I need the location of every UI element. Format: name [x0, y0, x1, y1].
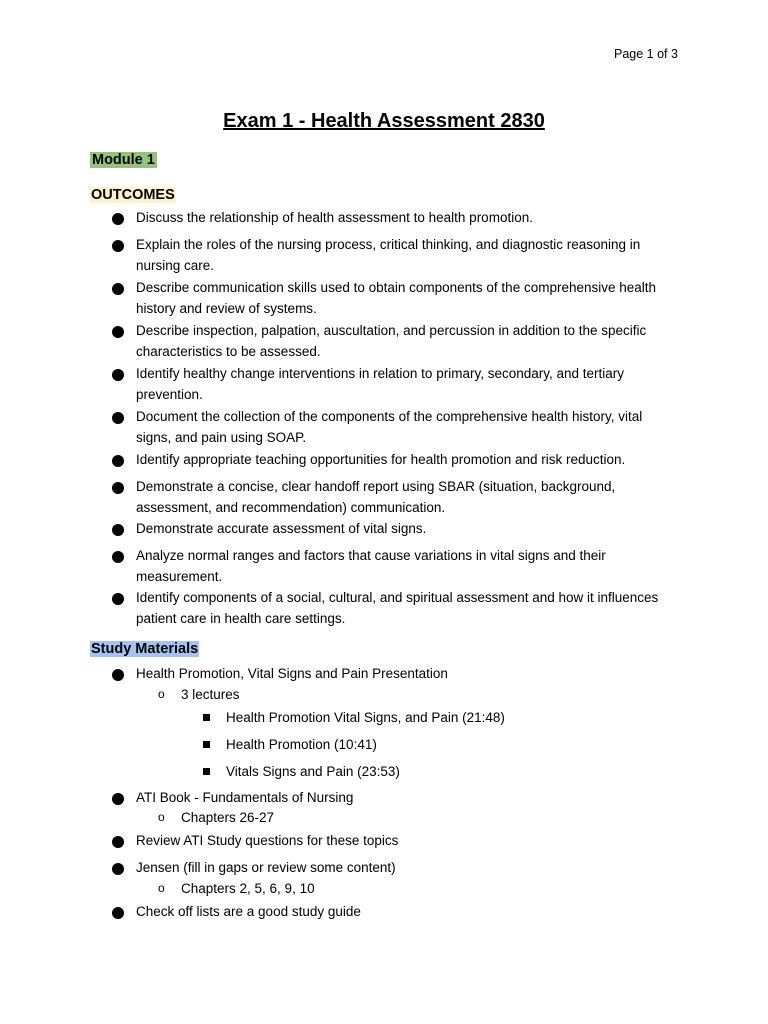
study-materials-heading: Study Materials — [91, 641, 199, 657]
square-bullet-icon — [203, 741, 210, 748]
study-item: ATI Book - Fundamentals of Nursing — [136, 790, 354, 805]
outcome-item: Describe communication skills used to obtain components of the comprehensive health history and review of systems. — [136, 280, 657, 316]
circle-bullet-icon: o — [158, 687, 165, 701]
bullet-icon — [112, 482, 124, 494]
study-sub-item: Chapters 26-27 — [181, 810, 275, 825]
bullet-icon — [112, 369, 124, 381]
page-number: Page 1 of 3 — [614, 47, 678, 61]
bullet-icon — [112, 326, 124, 338]
bullet-icon — [112, 836, 124, 848]
bullet-icon — [112, 524, 124, 536]
bullet-icon — [112, 793, 124, 805]
study-item: Jensen (fill in gaps or review some content) — [136, 860, 396, 875]
outcome-item: Describe inspection, palpation, auscultation, and percussion in addition to the specific characteristics to be assessed. — [136, 323, 647, 359]
study-item: Check off lists are a good study guide — [136, 904, 361, 919]
outcome-item: Document the collection of the components of the comprehensive health history, vital signs, and pain using SOAP. — [136, 409, 643, 445]
outcome-item: Demonstrate accurate assessment of vital signs. — [136, 521, 427, 536]
outcome-item: Explain the roles of the nursing process, critical thinking, and diagnostic reasoning in nursing care. — [136, 237, 641, 273]
bullet-icon — [112, 213, 124, 225]
circle-bullet-icon: o — [158, 881, 165, 895]
study-item: Review ATI Study questions for these topics — [136, 833, 399, 848]
bullet-icon — [112, 863, 124, 875]
outcome-item: Identify healthy change interventions in relation to primary, secondary, and tertiary prevention. — [136, 366, 625, 402]
bullet-icon — [112, 283, 124, 295]
square-bullet-icon — [203, 768, 210, 775]
lecture-item: Vitals Signs and Pain (23:53) — [226, 764, 400, 779]
bullet-icon — [112, 551, 124, 563]
bullet-icon — [112, 240, 124, 252]
document-title: Exam 1 - Health Assessment 2830 — [223, 110, 545, 132]
outcome-item: Analyze normal ranges and factors that cause variations in vital signs and their measurement. — [136, 548, 606, 584]
bullet-icon — [112, 412, 124, 424]
outcome-item: Demonstrate a concise, clear handoff report using SBAR (situation, background, assessment, and recommendation) communication. — [136, 479, 616, 515]
module-heading: Module 1 — [92, 152, 155, 168]
square-bullet-icon — [203, 714, 210, 721]
outcomes-heading: OUTCOMES — [91, 187, 175, 203]
lecture-item: Health Promotion (10:41) — [226, 737, 377, 752]
outcome-item: Identify appropriate teaching opportunities for health promotion and risk reduction. — [136, 452, 626, 467]
study-sub-item: 3 lectures — [181, 687, 240, 702]
study-item: Health Promotion, Vital Signs and Pain Presentation — [136, 666, 448, 681]
bullet-icon — [112, 455, 124, 467]
outcome-item: Discuss the relationship of health assessment to health promotion. — [136, 210, 533, 225]
circle-bullet-icon: o — [158, 810, 165, 824]
lecture-item: Health Promotion Vital Signs, and Pain (21:48) — [226, 710, 505, 725]
study-sub-item: Chapters 2, 5, 6, 9, 10 — [181, 881, 315, 896]
bullet-icon — [112, 669, 124, 681]
outcome-item: Identify components of a social, cultural, and spiritual assessment and how it influences patient care in health care settings. — [136, 590, 659, 626]
bullet-icon — [112, 907, 124, 919]
bullet-icon — [112, 593, 124, 605]
